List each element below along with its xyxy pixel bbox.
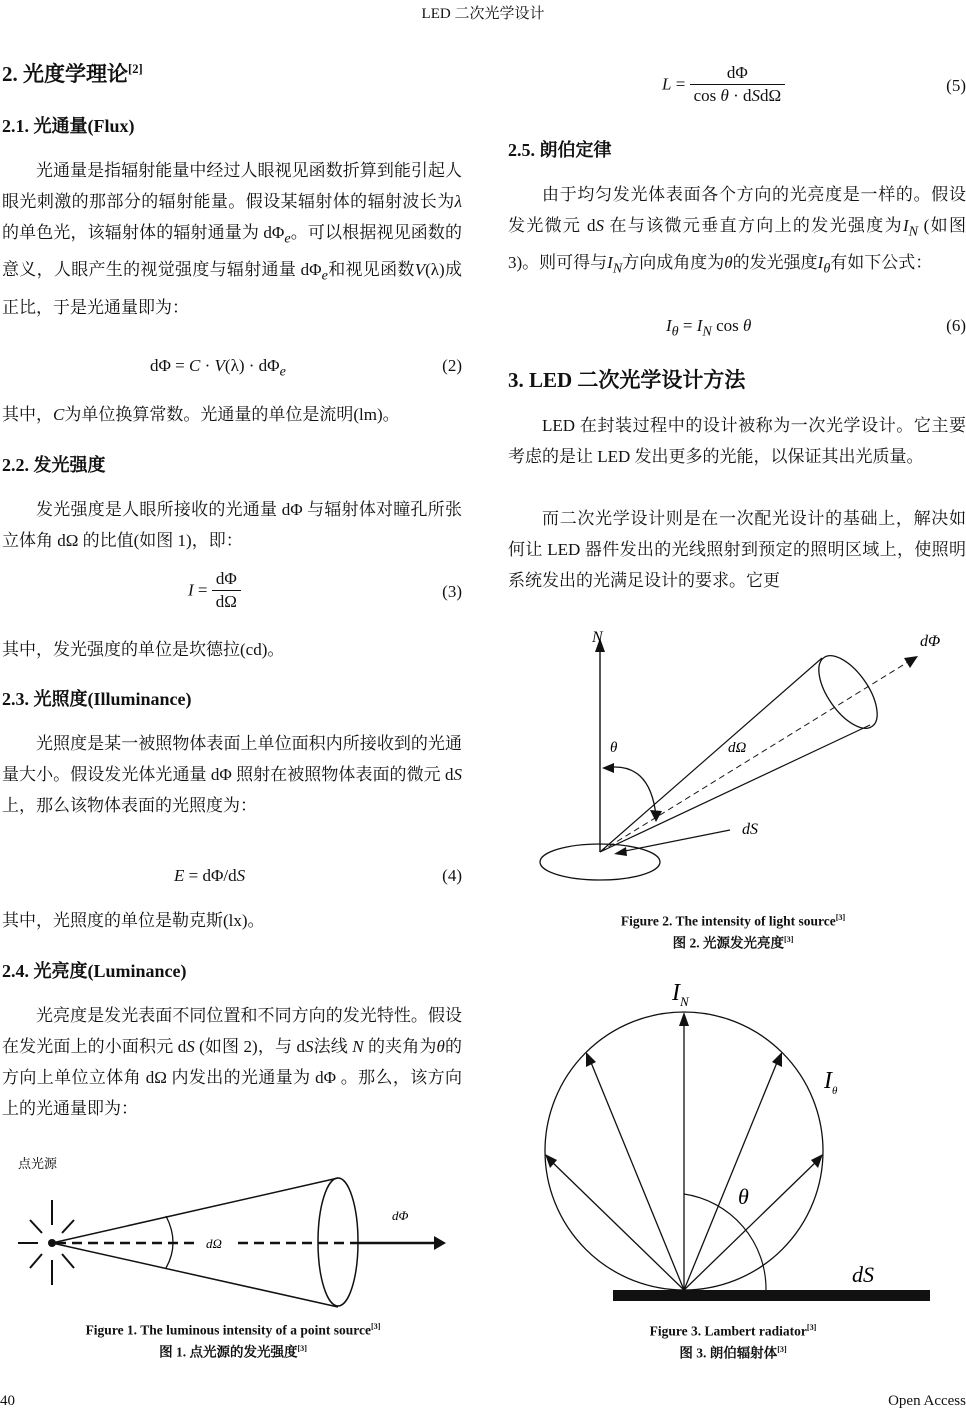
text: 为单位换算常数。光通量的单位是流明(lm)。	[64, 405, 400, 424]
math: I	[824, 1068, 832, 1094]
theta-arc	[604, 767, 656, 816]
equation-body	[150, 356, 286, 380]
equation-body	[662, 62, 785, 107]
theta-arc	[684, 1194, 766, 1290]
text: 成正比，于是光通量即为：	[2, 260, 462, 317]
label-dphi: dΦ	[920, 633, 941, 650]
equation-3	[2, 568, 462, 618]
equation-4	[2, 866, 462, 892]
label-domega: dΩ	[728, 740, 747, 756]
paragraph-primary-optics: LED 在封装过程中的设计被称为一次光学设计。它主要考虑的是让 LED 发出更多的光能，以保证其出光质量。	[508, 416, 966, 466]
label-Itheta	[823, 1068, 838, 1097]
text: 的方向上单位立体角 dΩ 内发出的光通量为 dΦ 。那么，该方向上的光通量即为：	[2, 1037, 463, 1118]
label-theta: θ	[610, 740, 618, 756]
math: (λ)	[425, 260, 445, 280]
citation: [3]	[777, 1344, 787, 1354]
label-point-source: 点光源	[18, 1156, 58, 1171]
math: =	[678, 316, 697, 335]
fraction	[690, 62, 786, 107]
running-header: LED 二次光学设计	[421, 6, 545, 22]
text: 光通量是指辐射能量中经过人眼视见函数折算到能引起人眼光刺激的那部分的辐射能量。假设某辐射体的辐射波长为	[2, 161, 462, 211]
citation: [3]	[297, 1343, 307, 1353]
text: 光照度是某一被照物体表面上单位面积内所接收到的光通量大小。假设发光体光通量 dΦ 照射在被照物体表面的微元 d	[2, 734, 462, 784]
text: 的发光强度	[732, 253, 818, 273]
subsection-2-2-heading: 2.2. 发光强度	[2, 455, 106, 475]
equation-body	[666, 316, 751, 340]
math: I	[902, 216, 909, 235]
label-IN	[671, 980, 690, 1009]
fraction	[212, 568, 241, 613]
math: E	[174, 866, 185, 885]
math: N	[352, 1037, 364, 1056]
math-sub: e	[321, 267, 328, 284]
math: cos	[693, 86, 721, 105]
label-domega: dΩ	[206, 1236, 222, 1251]
figure-2-caption	[500, 909, 966, 952]
paragraph-illuminance	[2, 728, 462, 821]
math: I	[607, 253, 613, 273]
citation: [3]	[370, 1322, 381, 1331]
math-sub: θ	[671, 323, 679, 340]
denominator: dΩ	[215, 592, 237, 611]
paragraph-intensity-unit: 其中，发光强度的单位是坎德拉(cd)。	[2, 640, 285, 659]
subsection-2-3-heading: 2.3. 光照度(Illuminance)	[2, 689, 192, 709]
math: I	[188, 580, 194, 600]
math: S	[453, 765, 462, 784]
math-sub: e	[279, 363, 286, 380]
caption-en	[500, 909, 966, 931]
equation-2	[2, 356, 462, 382]
math-V: V	[414, 260, 426, 280]
math: I	[666, 316, 672, 335]
flux-arrowhead	[904, 656, 918, 668]
surface-bar	[613, 1290, 930, 1301]
text: 光亮度是发光表面不同位置和不同方向的发光特性。假设在发光面上的小面积元 d	[2, 1006, 462, 1056]
text: 其中，	[2, 405, 53, 424]
numerator: dΦ	[690, 62, 786, 85]
label-N: N	[592, 629, 603, 646]
section-2-heading	[2, 58, 462, 88]
math: dΩ	[760, 86, 782, 105]
text: (如图 3)。则可得与	[508, 216, 966, 273]
cone-edge-top	[600, 658, 822, 852]
math-sub: N	[612, 260, 623, 277]
equation-6	[508, 316, 966, 342]
math: C	[189, 356, 201, 375]
caption-text: Figure 3. Lambert radiator	[649, 1323, 807, 1339]
math: C	[53, 405, 65, 424]
citation: [2]	[128, 62, 143, 76]
denominator	[690, 85, 786, 107]
math: · d	[728, 86, 752, 105]
text: 在与该微元垂直方向上的发光强度为	[603, 216, 903, 235]
text: 。可以根据视见函数的意义，人眼产生的视觉强度与辐射通量 dΦ	[2, 223, 462, 280]
math: cos	[711, 316, 744, 335]
paragraph-flux-unit	[2, 399, 462, 430]
text: 方向成角度为	[622, 253, 725, 273]
equation-number: (5)	[946, 76, 966, 95]
paragraph-illuminance-unit: 其中，光照度的单位是勒克斯(lx)。	[2, 911, 265, 930]
numerator: dΦ	[212, 568, 241, 591]
text: (如图 2)，与 d	[194, 1037, 305, 1056]
math-sub: N	[680, 994, 689, 1009]
math: L	[662, 74, 672, 94]
label-dS: dS	[742, 821, 758, 838]
math: ·	[200, 356, 215, 375]
text: 有如下公式：	[830, 253, 933, 273]
subsection-2-1-heading: 2.1. 光通量(Flux)	[2, 116, 135, 136]
caption-en	[500, 1319, 966, 1341]
section-title: 2. 光度学理论	[2, 62, 128, 86]
text: 由于均匀发光体表面各个方向的光亮度是一样的。假设发光微元 d	[508, 185, 966, 235]
label-dphi: dΦ	[392, 1208, 409, 1223]
text: 的夹角为	[363, 1037, 437, 1056]
caption-zh	[0, 1340, 466, 1362]
equation-body	[174, 866, 245, 886]
paragraph-intensity: 发光强度是人眼所接收的光通量 dΦ 与辐射体对瞳孔所张立体角 dΩ 的比值(如图 1)，即：	[2, 500, 462, 550]
text: 的单色光，该辐射体的辐射通量为 dΦ	[2, 223, 285, 242]
journal-label: Open Access	[888, 1393, 966, 1409]
paragraph-flux	[2, 155, 462, 323]
figure-3-caption	[500, 1319, 966, 1362]
math: I	[672, 980, 680, 1006]
math-lambda: λ	[454, 192, 462, 211]
label-theta: θ	[738, 1184, 749, 1209]
ds-pointer	[620, 830, 730, 852]
math-sub: θ	[823, 260, 831, 277]
caption-text: 图 2. 光源发光亮度	[672, 935, 784, 950]
equation-5	[508, 62, 966, 112]
math: (λ) · dΦ	[224, 356, 280, 375]
math: S	[751, 86, 761, 105]
figure-2-diagram	[530, 620, 960, 890]
math-sub: e	[284, 230, 291, 247]
theta-arrow-start	[602, 763, 614, 773]
paragraph-lambert	[508, 179, 966, 285]
math-sub: N	[702, 323, 712, 340]
section-3-heading: 3. LED 二次光学设计方法	[508, 368, 746, 392]
caption-zh	[500, 931, 966, 953]
math: θ	[720, 86, 729, 105]
caption-zh	[500, 1341, 966, 1363]
figure-1-caption	[0, 1318, 466, 1361]
cone-edge-top	[52, 1178, 338, 1243]
caption-text: 图 1. 点光源的发光强度	[159, 1344, 298, 1359]
text: 上，那么该物体表面的光照度为：	[2, 796, 257, 815]
math: S	[186, 1037, 195, 1056]
math: I	[696, 316, 703, 335]
caption-text: Figure 1. The luminous intensity of a point source	[85, 1322, 371, 1338]
math: S	[236, 866, 246, 885]
math: =	[671, 74, 690, 94]
citation: [3]	[806, 1323, 817, 1332]
cone-edge-bottom	[52, 1243, 338, 1307]
citation: [3]	[783, 934, 794, 944]
figure-3-diagram	[540, 970, 966, 1310]
subsection-2-4-heading: 2.4. 光亮度(Luminance)	[2, 961, 187, 981]
equation-number: (2)	[442, 356, 462, 375]
math: S	[304, 1037, 314, 1056]
caption-en	[0, 1318, 466, 1340]
citation: [3]	[835, 913, 846, 922]
equation-number: (4)	[442, 866, 462, 885]
math: V	[214, 356, 225, 375]
text: 和视见函数	[327, 260, 415, 280]
subsection-2-5-heading: 2.5. 朗伯定律	[508, 140, 612, 160]
math-sub: θ	[832, 1085, 838, 1097]
math-sub: N	[908, 223, 919, 240]
math: =	[193, 580, 212, 600]
math: S	[595, 216, 604, 235]
math: θ	[743, 316, 752, 335]
ds-arrowhead	[614, 847, 627, 856]
math: = dΦ/d	[184, 866, 237, 885]
text: 法线	[313, 1037, 353, 1056]
label-dS: dS	[852, 1262, 874, 1287]
caption-text: 图 3. 朗伯辐射体	[679, 1345, 778, 1360]
equation-number: (6)	[946, 316, 966, 335]
paragraph-luminance	[2, 1000, 462, 1124]
math: θ	[436, 1037, 445, 1056]
math: I	[817, 253, 824, 273]
figure-1-diagram	[0, 1150, 470, 1310]
equation-number: (3)	[442, 582, 462, 601]
caption-text: Figure 2. The intensity of light source	[620, 913, 836, 929]
math: θ	[724, 253, 733, 273]
page-number: 40	[0, 1393, 15, 1409]
equation-body	[188, 568, 241, 613]
paragraph-secondary-optics: 而二次光学设计则是在一次配光设计的基础上，解决如何让 LED 器件发出的光线照射到预定的照明区域上，使照明系统发出的光满足设计的要求。它更	[508, 509, 966, 590]
flux-arrowhead	[434, 1236, 446, 1250]
math: dΦ =	[150, 356, 190, 375]
